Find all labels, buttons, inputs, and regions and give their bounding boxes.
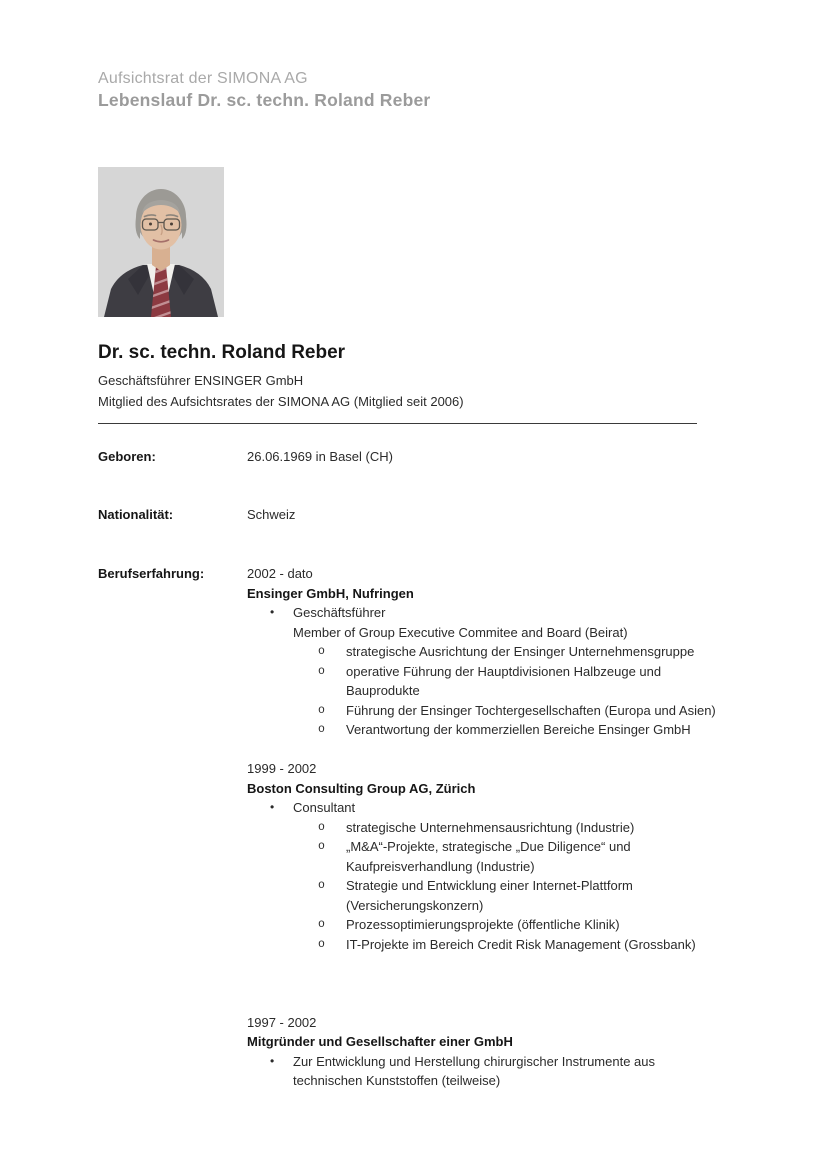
career-item-text (346, 720, 758, 740)
career-item-line: „M&A“-Projekte, strategische „Due Diligence“ und (346, 839, 631, 854)
career-item-line: Prozessoptimierungsprojekte (öffentliche Klinik) (346, 917, 620, 932)
career-period: 2002 - dato (247, 566, 313, 581)
career-item-line: Zur Entwicklung und Herstellung chirurgischer Instrumente aus (293, 1053, 656, 1069)
career-company: Mitgründer und Gesellschafter einer GmbH (247, 1034, 513, 1049)
bullet-marker: • (270, 1053, 275, 1068)
career-item (247, 837, 758, 876)
career-item-text (346, 662, 758, 701)
career-item-line: Strategie und Entwicklung einer Internet-Plattform (346, 878, 633, 893)
career-item-line: Consultant (293, 800, 356, 815)
circle-marker: o (318, 645, 325, 658)
portrait-photo (98, 167, 224, 317)
career-item-line: technischen Kunststoffen (teilweise) (293, 1073, 501, 1088)
circle-marker: o (318, 703, 325, 717)
career-period: 1997 - 2002 (247, 1014, 317, 1030)
bullet-marker: • (270, 605, 275, 619)
career-item-line: Geschäftsführer (293, 605, 386, 620)
doc-header (98, 68, 430, 111)
circle-marker: o (318, 820, 325, 834)
career-item-line: (Versicherungskonzern) (346, 897, 484, 913)
person-board-membership: Mitglied des Aufsichtsrates der SIMONA AG (Mitglied seit 2006) (98, 394, 464, 409)
career-item (247, 798, 758, 818)
field-label: Geboren: (98, 449, 156, 464)
career-item (247, 662, 758, 701)
career-item (247, 642, 758, 662)
career-item-line: Member of Group Executive Commitee and Board (Beirat) (293, 624, 628, 640)
circle-marker: o (318, 840, 325, 853)
career-item-text (346, 818, 758, 838)
person-name: Dr. sc. techn. Roland Reber (98, 342, 346, 363)
career-item-text (346, 837, 758, 876)
career-item (247, 935, 758, 955)
header-line-company: Aufsichtsrat der SIMONA AG (98, 70, 308, 87)
portrait-illustration (98, 167, 224, 317)
career-item-line: Verantwortung der kommerziellen Bereiche Ensinger GmbH (346, 722, 691, 737)
header-line-title: Lebenslauf Dr. sc. techn. Roland Reber (98, 90, 431, 110)
person-role: Geschäftsführer ENSINGER GmbH (98, 373, 304, 388)
career-item-text (293, 1052, 758, 1091)
divider-rule (98, 423, 697, 424)
career-item-line: IT-Projekte im Bereich Credit Risk Management (Grossbank) (346, 936, 696, 952)
field-row-geboren (98, 447, 758, 467)
career-company: Ensinger GmbH, Nufringen (247, 585, 414, 601)
career-item (247, 720, 758, 740)
career-period: 1999 - 2002 (247, 761, 317, 776)
career-item-line: Kaufpreisverhandlung (Industrie) (346, 858, 535, 874)
circle-marker: o (318, 664, 325, 678)
field-value: Schweiz (247, 507, 296, 522)
career-section (247, 564, 758, 740)
career-item (247, 876, 758, 915)
bullet-marker: • (270, 800, 275, 814)
circle-marker: o (318, 723, 325, 736)
career-company: Boston Consulting Group AG, Zürich (247, 780, 476, 796)
field-label: Berufserfahrung: (98, 566, 205, 581)
career-item (247, 818, 758, 838)
career-block (98, 564, 758, 1091)
field-row-nationalitaet (98, 505, 758, 525)
career-item (247, 701, 758, 721)
career-sections (247, 564, 758, 1091)
career-item-text (346, 701, 758, 721)
career-item (247, 1052, 758, 1091)
field-label: Nationalität: (98, 507, 174, 522)
circle-marker: o (318, 937, 325, 951)
career-item (247, 915, 758, 935)
career-item-line: Bauprodukte (346, 683, 420, 698)
career-item-line: strategische Ausrichtung der Ensinger Unternehmensgruppe (346, 644, 695, 659)
career-item-text (346, 935, 758, 955)
career-item-line: strategische Unternehmensausrichtung (Industrie) (346, 819, 635, 835)
career-item (247, 603, 758, 642)
person-block (98, 341, 464, 412)
career-section (247, 1013, 758, 1091)
career-item-text (346, 915, 758, 935)
career-section (247, 759, 758, 954)
circle-marker: o (318, 918, 325, 931)
career-item-text (293, 798, 758, 818)
field-value: 26.06.1969 in Basel (CH) (247, 449, 393, 464)
career-item-text (293, 603, 758, 642)
circle-marker: o (318, 879, 325, 892)
career-item-line: Führung der Ensinger Tochtergesellschaften (Europa und Asien) (346, 702, 716, 718)
career-item-text (346, 876, 758, 915)
career-item-text (346, 642, 758, 662)
career-item-line: operative Führung der Hauptdivisionen Halbzeuge und (346, 663, 662, 679)
